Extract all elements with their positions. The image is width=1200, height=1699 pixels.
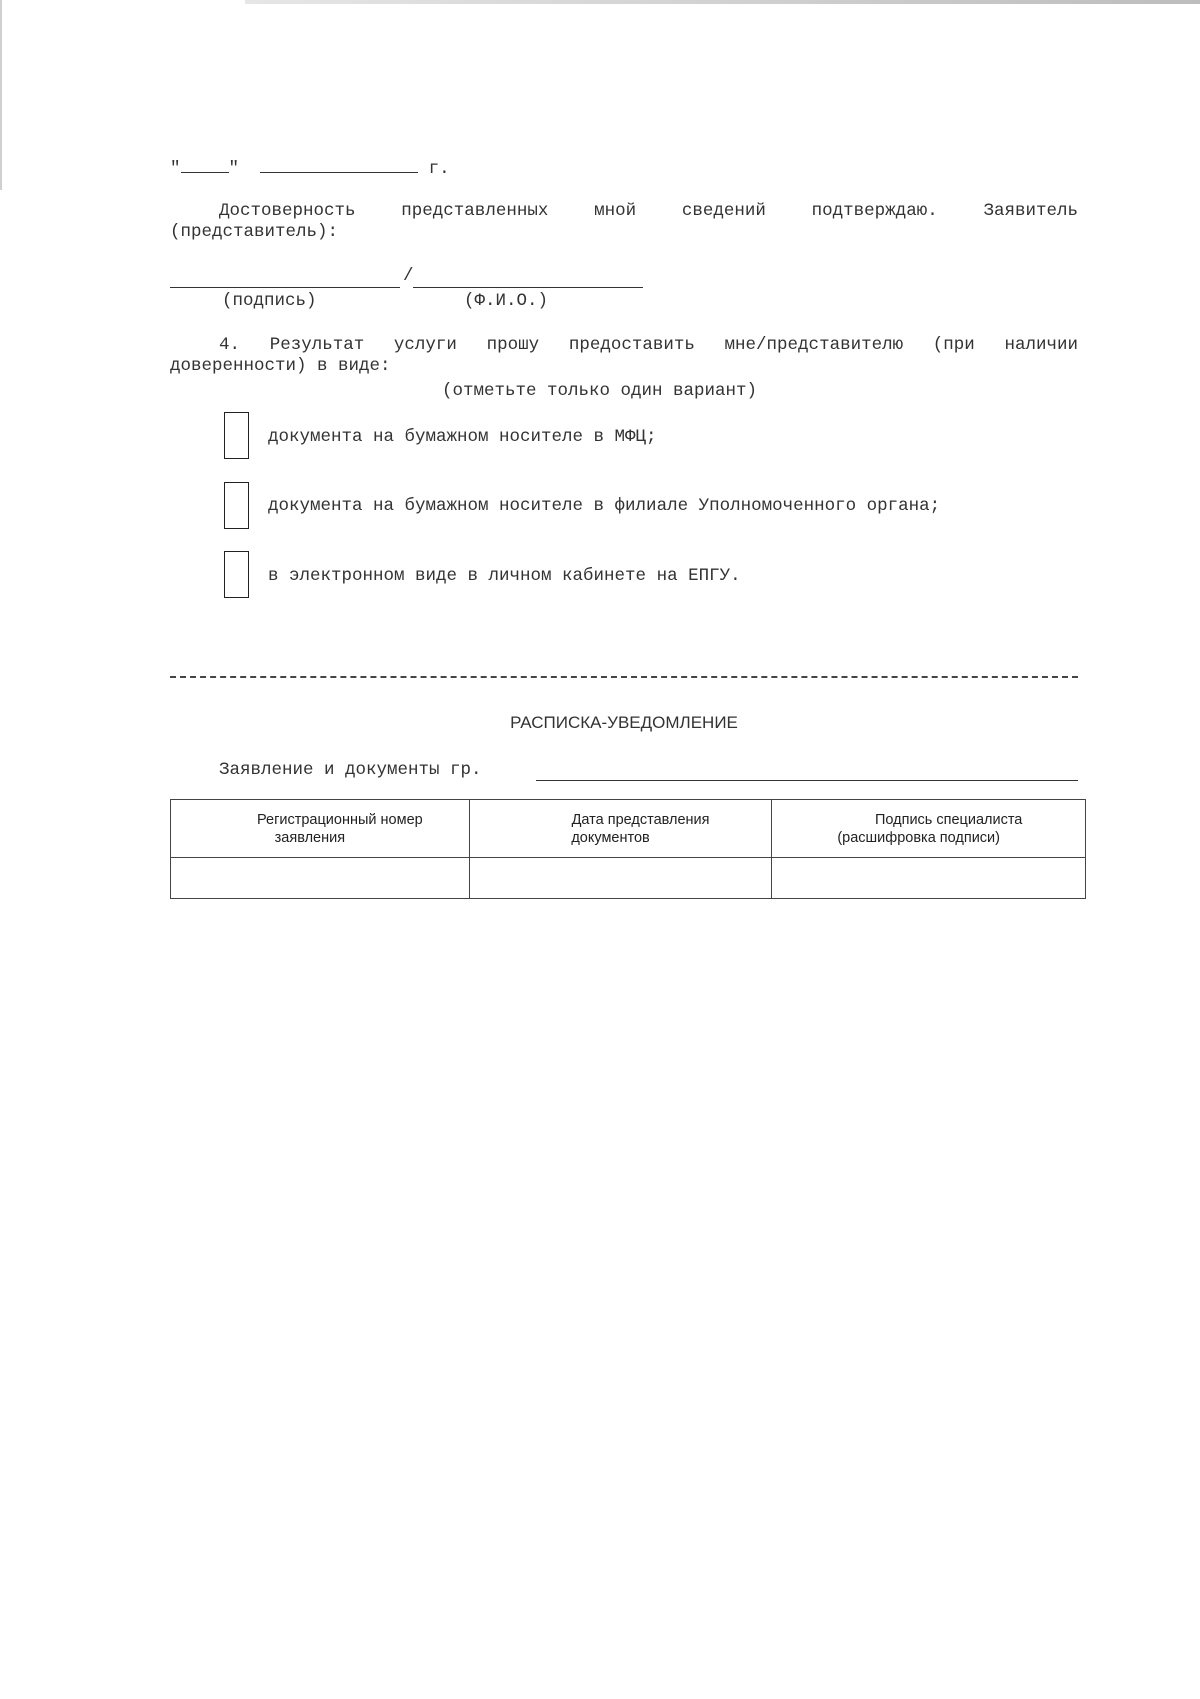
header-registration-number-line1: Регистрационный номер bbox=[256, 811, 423, 828]
cell-registration-number[interactable] bbox=[171, 858, 470, 899]
date-month-field[interactable] bbox=[260, 156, 418, 173]
date-close-quote: " bbox=[228, 159, 240, 179]
result-section-hint: (отметьте только один вариант) bbox=[442, 381, 758, 401]
name-caption: (Ф.И.О.) bbox=[464, 291, 549, 311]
table-row bbox=[171, 858, 1086, 899]
name-field[interactable] bbox=[413, 287, 643, 288]
signature-separator: / bbox=[403, 266, 414, 286]
receipt-table-header-row bbox=[171, 800, 1086, 858]
cell-submission-date[interactable] bbox=[469, 858, 772, 899]
date-day-field[interactable] bbox=[181, 156, 229, 173]
header-submission-date-line1: Дата представления bbox=[571, 811, 710, 828]
cut-line bbox=[170, 676, 1078, 678]
option-label-mfc: документа на бумажном носителе в МФЦ; bbox=[268, 427, 657, 447]
date-year-suffix: г. bbox=[428, 159, 450, 179]
option-checkbox-branch[interactable] bbox=[224, 482, 249, 529]
header-registration-number bbox=[171, 800, 470, 858]
option-label-epgu: в электронном виде в личном кабинете на ЕПГУ. bbox=[268, 566, 741, 586]
header-specialist-signature bbox=[772, 800, 1086, 858]
header-submission-date-line2: документов bbox=[571, 829, 650, 846]
signature-field[interactable] bbox=[170, 287, 400, 288]
date-open-quote: " bbox=[170, 159, 181, 179]
header-registration-number-line2: заявления bbox=[274, 829, 346, 846]
option-label-branch: документа на бумажном носителе в филиале Уполномоченного органа; bbox=[268, 496, 941, 516]
signature-caption: (подпись) bbox=[222, 291, 317, 311]
header-submission-date bbox=[469, 800, 772, 858]
option-checkbox-epgu[interactable] bbox=[224, 551, 249, 598]
receipt-table bbox=[170, 799, 1086, 899]
header-specialist-signature-line2: (расшифровка подписи) bbox=[837, 829, 1000, 846]
receipt-intro: Заявление и документы гр. bbox=[219, 760, 482, 780]
option-checkbox-mfc[interactable] bbox=[224, 412, 249, 459]
receipt-name-field[interactable] bbox=[536, 780, 1078, 781]
scan-edge-left bbox=[0, 0, 2, 190]
scan-edge-top bbox=[245, 0, 1200, 4]
receipt-title: РАСПИСКА-УВЕДОМЛЕНИЕ bbox=[510, 713, 738, 732]
date-line bbox=[170, 156, 450, 179]
cell-specialist-signature[interactable] bbox=[772, 858, 1086, 899]
confirmation-text: Достоверность представленных мной сведений подтверждаю. Заявитель (представитель): bbox=[170, 201, 1078, 242]
result-section-text: 4. Результат услуги прошу предоставить мне/представителю (при наличии доверенности) в виде: bbox=[170, 335, 1078, 376]
header-specialist-signature-line1: Подпись специалиста bbox=[874, 811, 1023, 828]
